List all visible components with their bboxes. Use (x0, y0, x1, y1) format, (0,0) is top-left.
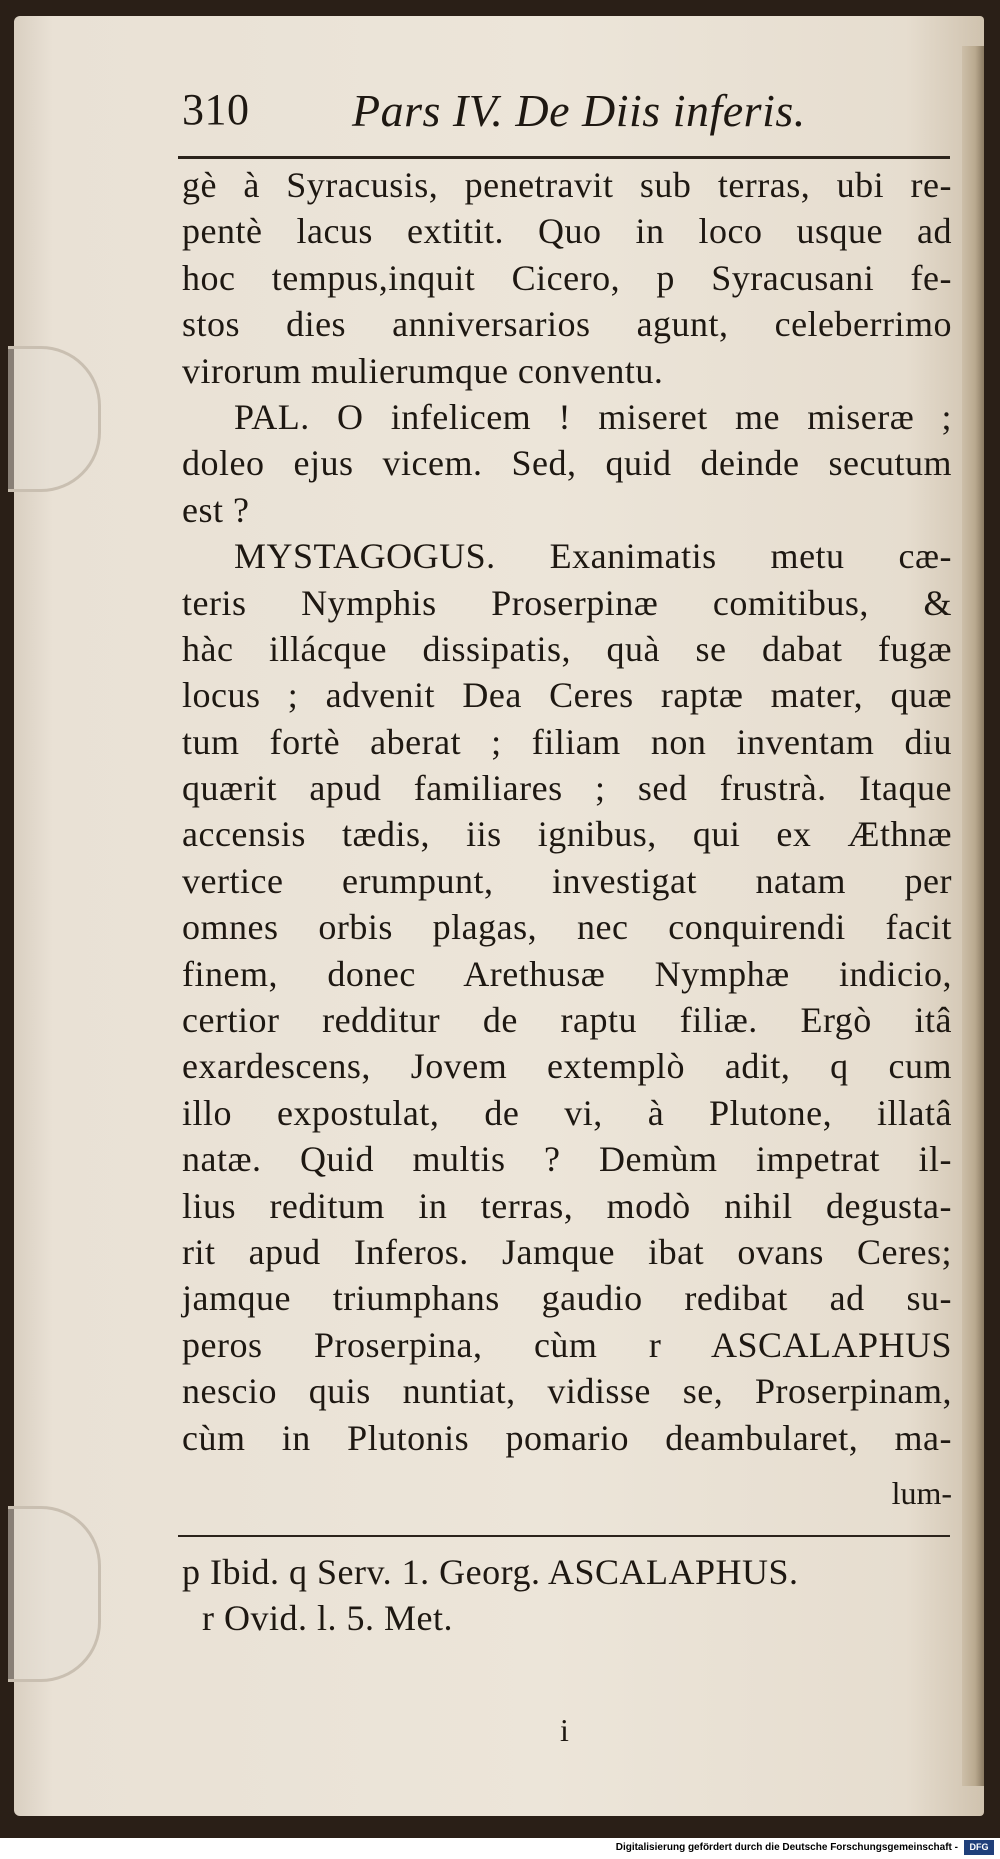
text-line: finem, donec Arethusæ Nymphæ indicio, (182, 953, 952, 994)
text-line: omnes orbis plagas, nec conquirendi facit (182, 907, 952, 948)
page-edge (962, 46, 984, 1786)
catchword: lum- (891, 1475, 952, 1511)
text-line: hoc tempus,inquit Cicero, p Syracusani fe- (182, 257, 952, 298)
text-line: gè à Syracusis, penetravit sub terras, ubi re- (182, 165, 952, 205)
text-line: pentè lacus extitit. Quo in loco usque ad (182, 211, 952, 252)
text-line: vertice erumpunt, investigat natam per (182, 860, 952, 901)
text-line: nescio quis nuntiat, vidisse se, Proserpinam, (182, 1371, 952, 1412)
text-line: jamque triumphans gaudio redibat ad su- (182, 1278, 952, 1319)
footnote-rule (178, 1535, 950, 1537)
header-rule (178, 156, 950, 159)
credit-text: Digitalisierung gefördert durch die Deutsche Forschungsgemeinschaft - (615, 1842, 958, 1853)
signature-mark: i (560, 1712, 569, 1748)
text-line: rit apud Inferos. Jamque ibat ovans Ceres; (182, 1231, 952, 1272)
footnote-line: r Ovid. l. 5. Met. (202, 1598, 453, 1639)
text-line: peros Proserpina, cùm r ASCALAPHUS (182, 1324, 952, 1365)
text-line: MYSTAGOGUS. Exanimatis metu cæ- (234, 536, 952, 577)
text-line: natæ. Quid multis ? Demùm impetrat il- (182, 1139, 952, 1180)
page-clip-icon (8, 346, 101, 492)
text-line: cùm in Plutonis pomario deambularet, ma- (182, 1417, 952, 1458)
text-line: virorum mulierumque conventu. (182, 350, 664, 391)
text-line: quærit apud familiares ; sed frustrà. Itaque (182, 768, 952, 809)
credit-bar (0, 1838, 1000, 1859)
text-line: accensis tædis, iis ignibus, qui ex Æthnæ (182, 814, 952, 855)
body-text (182, 162, 952, 1461)
running-title: Pars IV. De Diis inferis. (352, 85, 806, 136)
text-line: exardescens, Jovem extemplò adit, q cum (182, 1046, 952, 1087)
page-number: 310 (182, 85, 250, 134)
footnotes (182, 1548, 952, 1641)
dfg-logo: DFG (964, 1840, 994, 1855)
text-line: stos dies anniversarios agunt, celeberrimo (182, 304, 952, 345)
text-line: est ? (182, 489, 250, 530)
text-line: certior redditur de raptu filiæ. Ergò itâ (182, 1000, 952, 1041)
page-clip-icon (8, 1506, 101, 1682)
text-line: illo expostulat, de vi, à Plutone, illatâ (182, 1092, 952, 1133)
page-header (182, 84, 952, 144)
text-line: teris Nymphis Proserpinæ comitibus, & (182, 582, 952, 623)
text-line: locus ; advenit Dea Ceres raptæ mater, quæ (182, 675, 952, 716)
text-line: doleo ejus vicem. Sed, quid deinde secutum (182, 443, 952, 484)
text-line: tum fortè aberat ; filiam non inventam diu (182, 721, 952, 762)
text-line: hàc illácque dissipatis, quà se dabat fugæ (182, 628, 952, 669)
footnote-line: p Ibid. q Serv. 1. Georg. ASCALAPHUS. (182, 1552, 799, 1592)
text-line: lius reditum in terras, modò nihil degusta- (182, 1185, 952, 1226)
text-line: PAL. O infelicem ! miseret me miseræ ; (234, 396, 952, 437)
